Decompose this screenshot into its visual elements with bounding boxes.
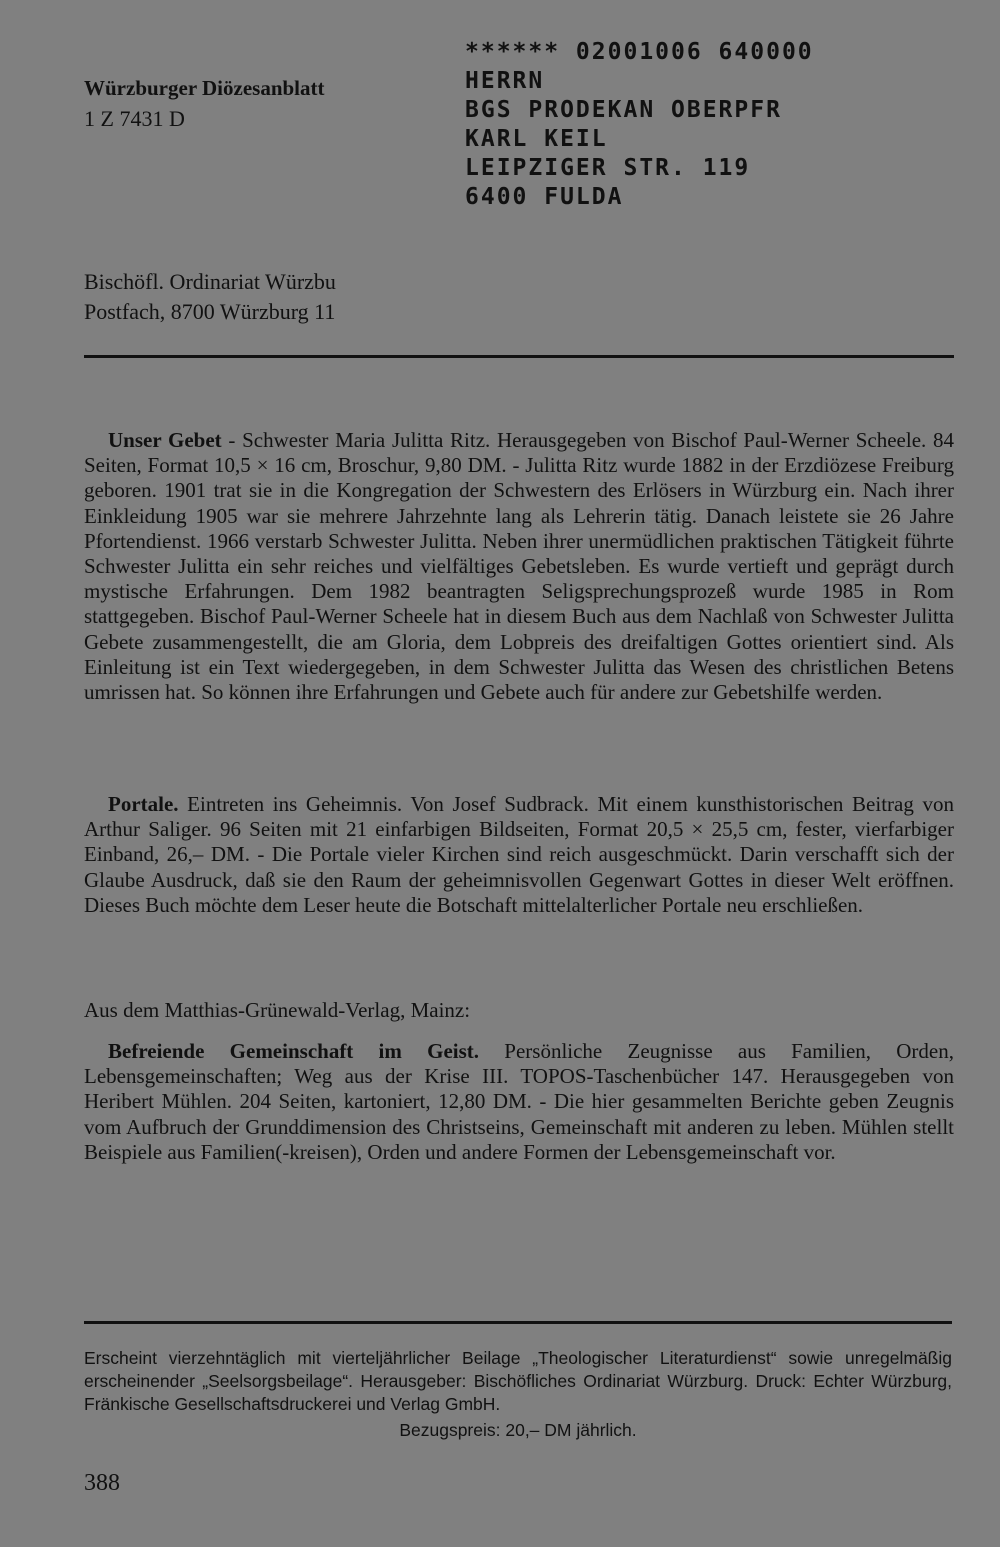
- divider: [84, 355, 954, 358]
- sender-line: Postfach, 8700 Würzburg 11: [84, 299, 336, 324]
- footer-text: Erscheint vierzehntäglich mit vierteljährlicher Beilage „Theologischer Literaturdienst“ sowie unregelmäßig erscheinender „Seelsorgsbeilage“. Herausgeber: Bischöfliches Ordinariat Würzburg. Druck: Echter Würzburg, Fränkische Gesellschaftsdruckerei und Verlag GmbH.: [84, 1348, 952, 1414]
- book-entry: [84, 1039, 954, 1165]
- address-line: KARL KEIL: [465, 126, 608, 152]
- section-heading: Aus dem Matthias-Grünewald-Verlag, Mainz:: [84, 998, 471, 1022]
- divider: [84, 1321, 952, 1324]
- sender-line: Bischöfl. Ordinariat Würzbu: [84, 269, 336, 294]
- book-title: Portale.: [108, 792, 179, 816]
- book-description: Persönliche Zeugnisse aus Familien, Orden, Lebensgemeinschaften; Weg aus der Krise III. TOPOS-Taschenbücher 147. Herausgegeben von Heribert Mühlen. 204 Seiten, kartoniert, 12,80 DM. - Die hier gesammelten Berichte geben Zeugnis vom Aufbruch der Grunddimension des Christseins, Gemeinschaft mit anderen zu leben. Mühlen stellt Beispiele aus Familien(-kreisen), Orden und andere Formen der Lebensgemeinschaft vor.: [84, 1039, 954, 1164]
- book-description: Eintreten ins Geheimnis. Von Josef Sudbrack. Mit einem kunsthistorischen Beitrag von Arthur Saliger. 96 Seiten mit 21 einfarbigen Bildseiten, Format 20,5 × 25,5 cm, fester, vierfarbiger Einband, 26,– DM. - Die Portale vieler Kirchen sind reich ausgeschmückt. Darin verschafft sich der Glaube Ausdruck, daß sie den Raum der geheimnisvollen Gegenwart Gottes in dieser Welt eröffnen. Dieses Buch möchte dem Leser heute die Botschaft mittelalterlicher Portale neu erschließen.: [84, 792, 954, 917]
- sender-address: [84, 267, 336, 327]
- book-entry: [84, 428, 954, 705]
- address-line: ****** 02001006 640000: [465, 39, 814, 65]
- address-line: LEIPZIGER STR. 119: [465, 155, 751, 181]
- address-line: BGS PRODEKAN OBERPFR: [465, 97, 782, 123]
- address-line: HERRN: [465, 68, 545, 94]
- subscription-price: Bezugspreis: 20,– DM jährlich.: [399, 1420, 637, 1440]
- book-entry: [84, 792, 954, 918]
- publication-code: 1 Z 7431 D: [84, 106, 185, 131]
- book-title: Unser Gebet: [108, 428, 222, 452]
- address-line: 6400 FULDA: [465, 184, 624, 210]
- book-description: - Schwester Maria Julitta Ritz. Herausgegeben von Bischof Paul-Werner Scheele. 84 Seiten, Format 10,5 × 16 cm, Broschur, 9,80 DM. - Julitta Ritz wurde 1882 in der Erzdiözese Freiburg geboren. 1901 trat sie in die Kongregation der Schwestern des Erlösers in Würzburg ein. Nach ihrer Einkleidung 1905 war sie mehrere Jahrzehnte lang als Lehrerin tätig. Danach leistete sie 26 Jahre Pfortendienst. 1966 verstarb Schwester Julitta. Neben ihrer unermüdlichen praktischen Tätigkeit führte Schwester Julitta ein sehr reiches und vielfältiges Gebetsleben. Es wurde vertieft und geprägt durch mystische Erfahrungen. Dem 1982 beantragten Seligsprechungsprozeß wurde 1985 in Rom stattgegeben. Bischof Paul-Werner Scheele hat in diesem Buch aus dem Nachlaß von Schwester Julitta Gebete zusammengestellt, die am Gloria, dem Lobpreis des dreifaltigen Gottes orientiert sind. Als Einleitung ist ein Text wiedergegeben, in dem Schwester Julitta das Wesen des christlichen Betens umrissen hat. So können ihre Erfahrungen und Gebete auch für andere zur Gebetshilfe werden.: [84, 428, 954, 705]
- book-title: Befreiende Gemeinschaft im Geist.: [108, 1039, 480, 1063]
- page-number: 388: [84, 1470, 120, 1496]
- publication-title: Würzburger Diözesanblatt: [84, 76, 325, 100]
- address-label: [465, 38, 925, 212]
